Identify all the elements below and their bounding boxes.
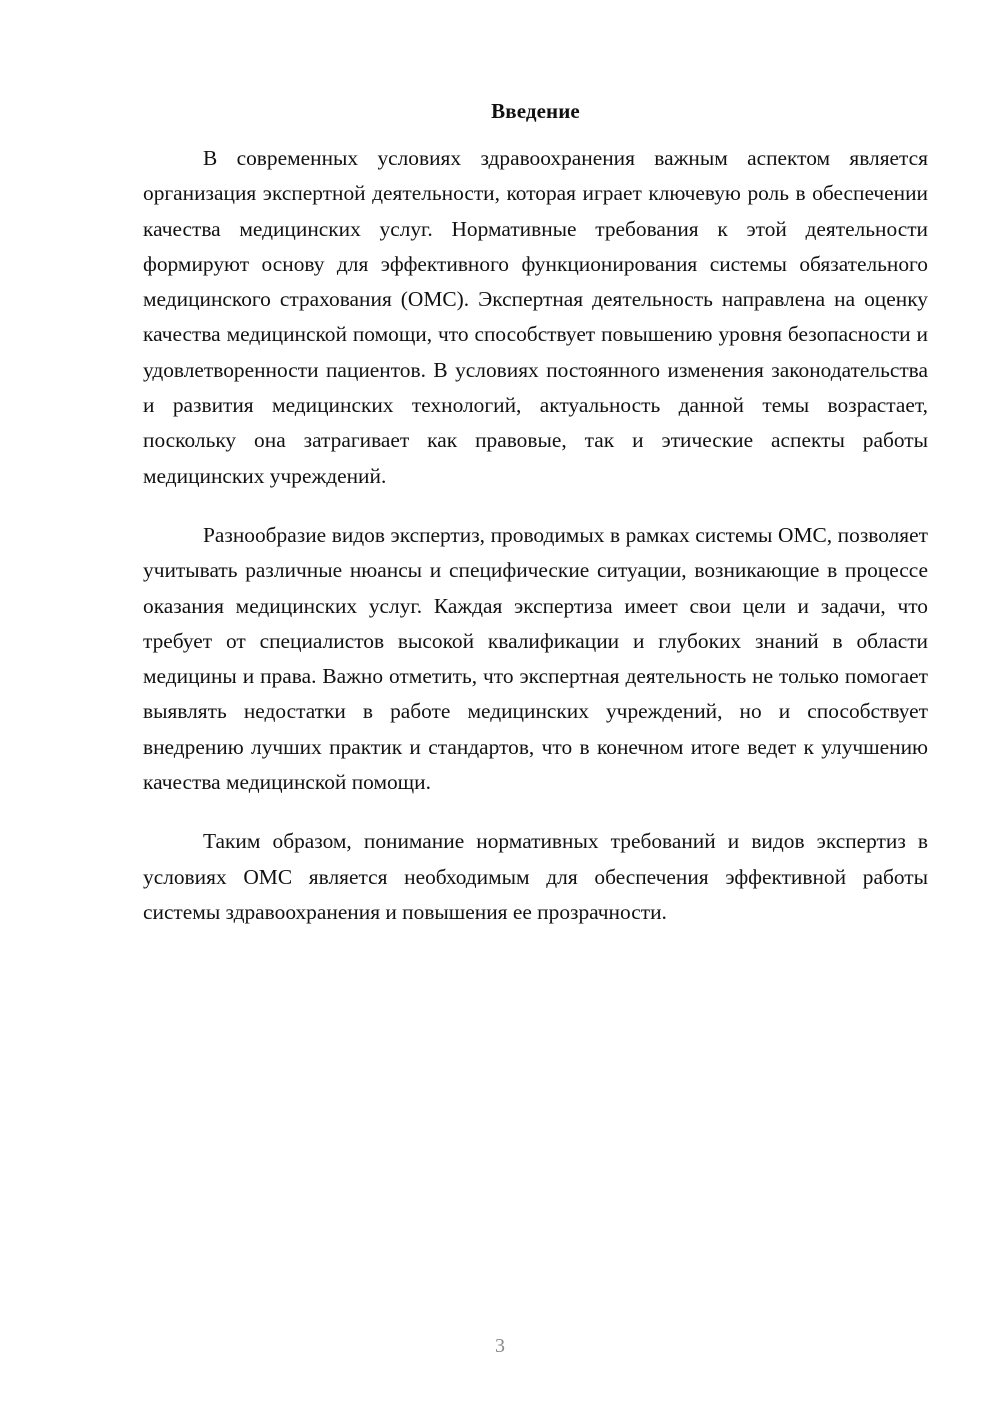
paragraph-3: Таким образом, понимание нормативных требований и видов экспертиз в условиях ОМС является необходимым для обеспечения эффективной работы системы здравоохранения и повышения ее прозрачности.: [143, 829, 928, 924]
page-content: [143, 95, 928, 954]
page-number: 3: [495, 1335, 505, 1357]
section-title: Введение: [491, 99, 580, 123]
paragraph-2: Разнообразие видов экспертиз, проводимых в рамках системы ОМС, позволяет учитывать различные нюансы и специфические ситуации, возникающие в процессе оказания медицинских услуг. Каждая экспертиза имеет свои цели и задачи, что требует от специалистов высокой квалификации и глубоких знаний в области медицины и права. Важно отметить, что экспертная деятельность не только помогает выявлять недостатки в работе медицинских учреждений, но и способствует внедрению лучших практик и стандартов, что в конечном итоге ведет к улучшению качества медицинской помощи.: [143, 522, 928, 795]
paragraph-1: В современных условиях здравоохранения важным аспектом является организация экспертной деятельности, которая играет ключевую роль в обеспечении качества медицинских услуг. Нормативные требования к этой деятельности формируют основу для эффективного функционирования системы обязательного медицинского страхования (ОМС). Экспертная деятельность направлена на оценку качества медицинской помощи, что способствует повышению уровня безопасности и удовлетворенности пациентов. В условиях постоянного изменения законодательства и развития медицинских технологий, актуальность данной темы возрастает, поскольку она затрагивает как правовые, так и этические аспекты работы медицинских учреждений.: [143, 146, 928, 488]
